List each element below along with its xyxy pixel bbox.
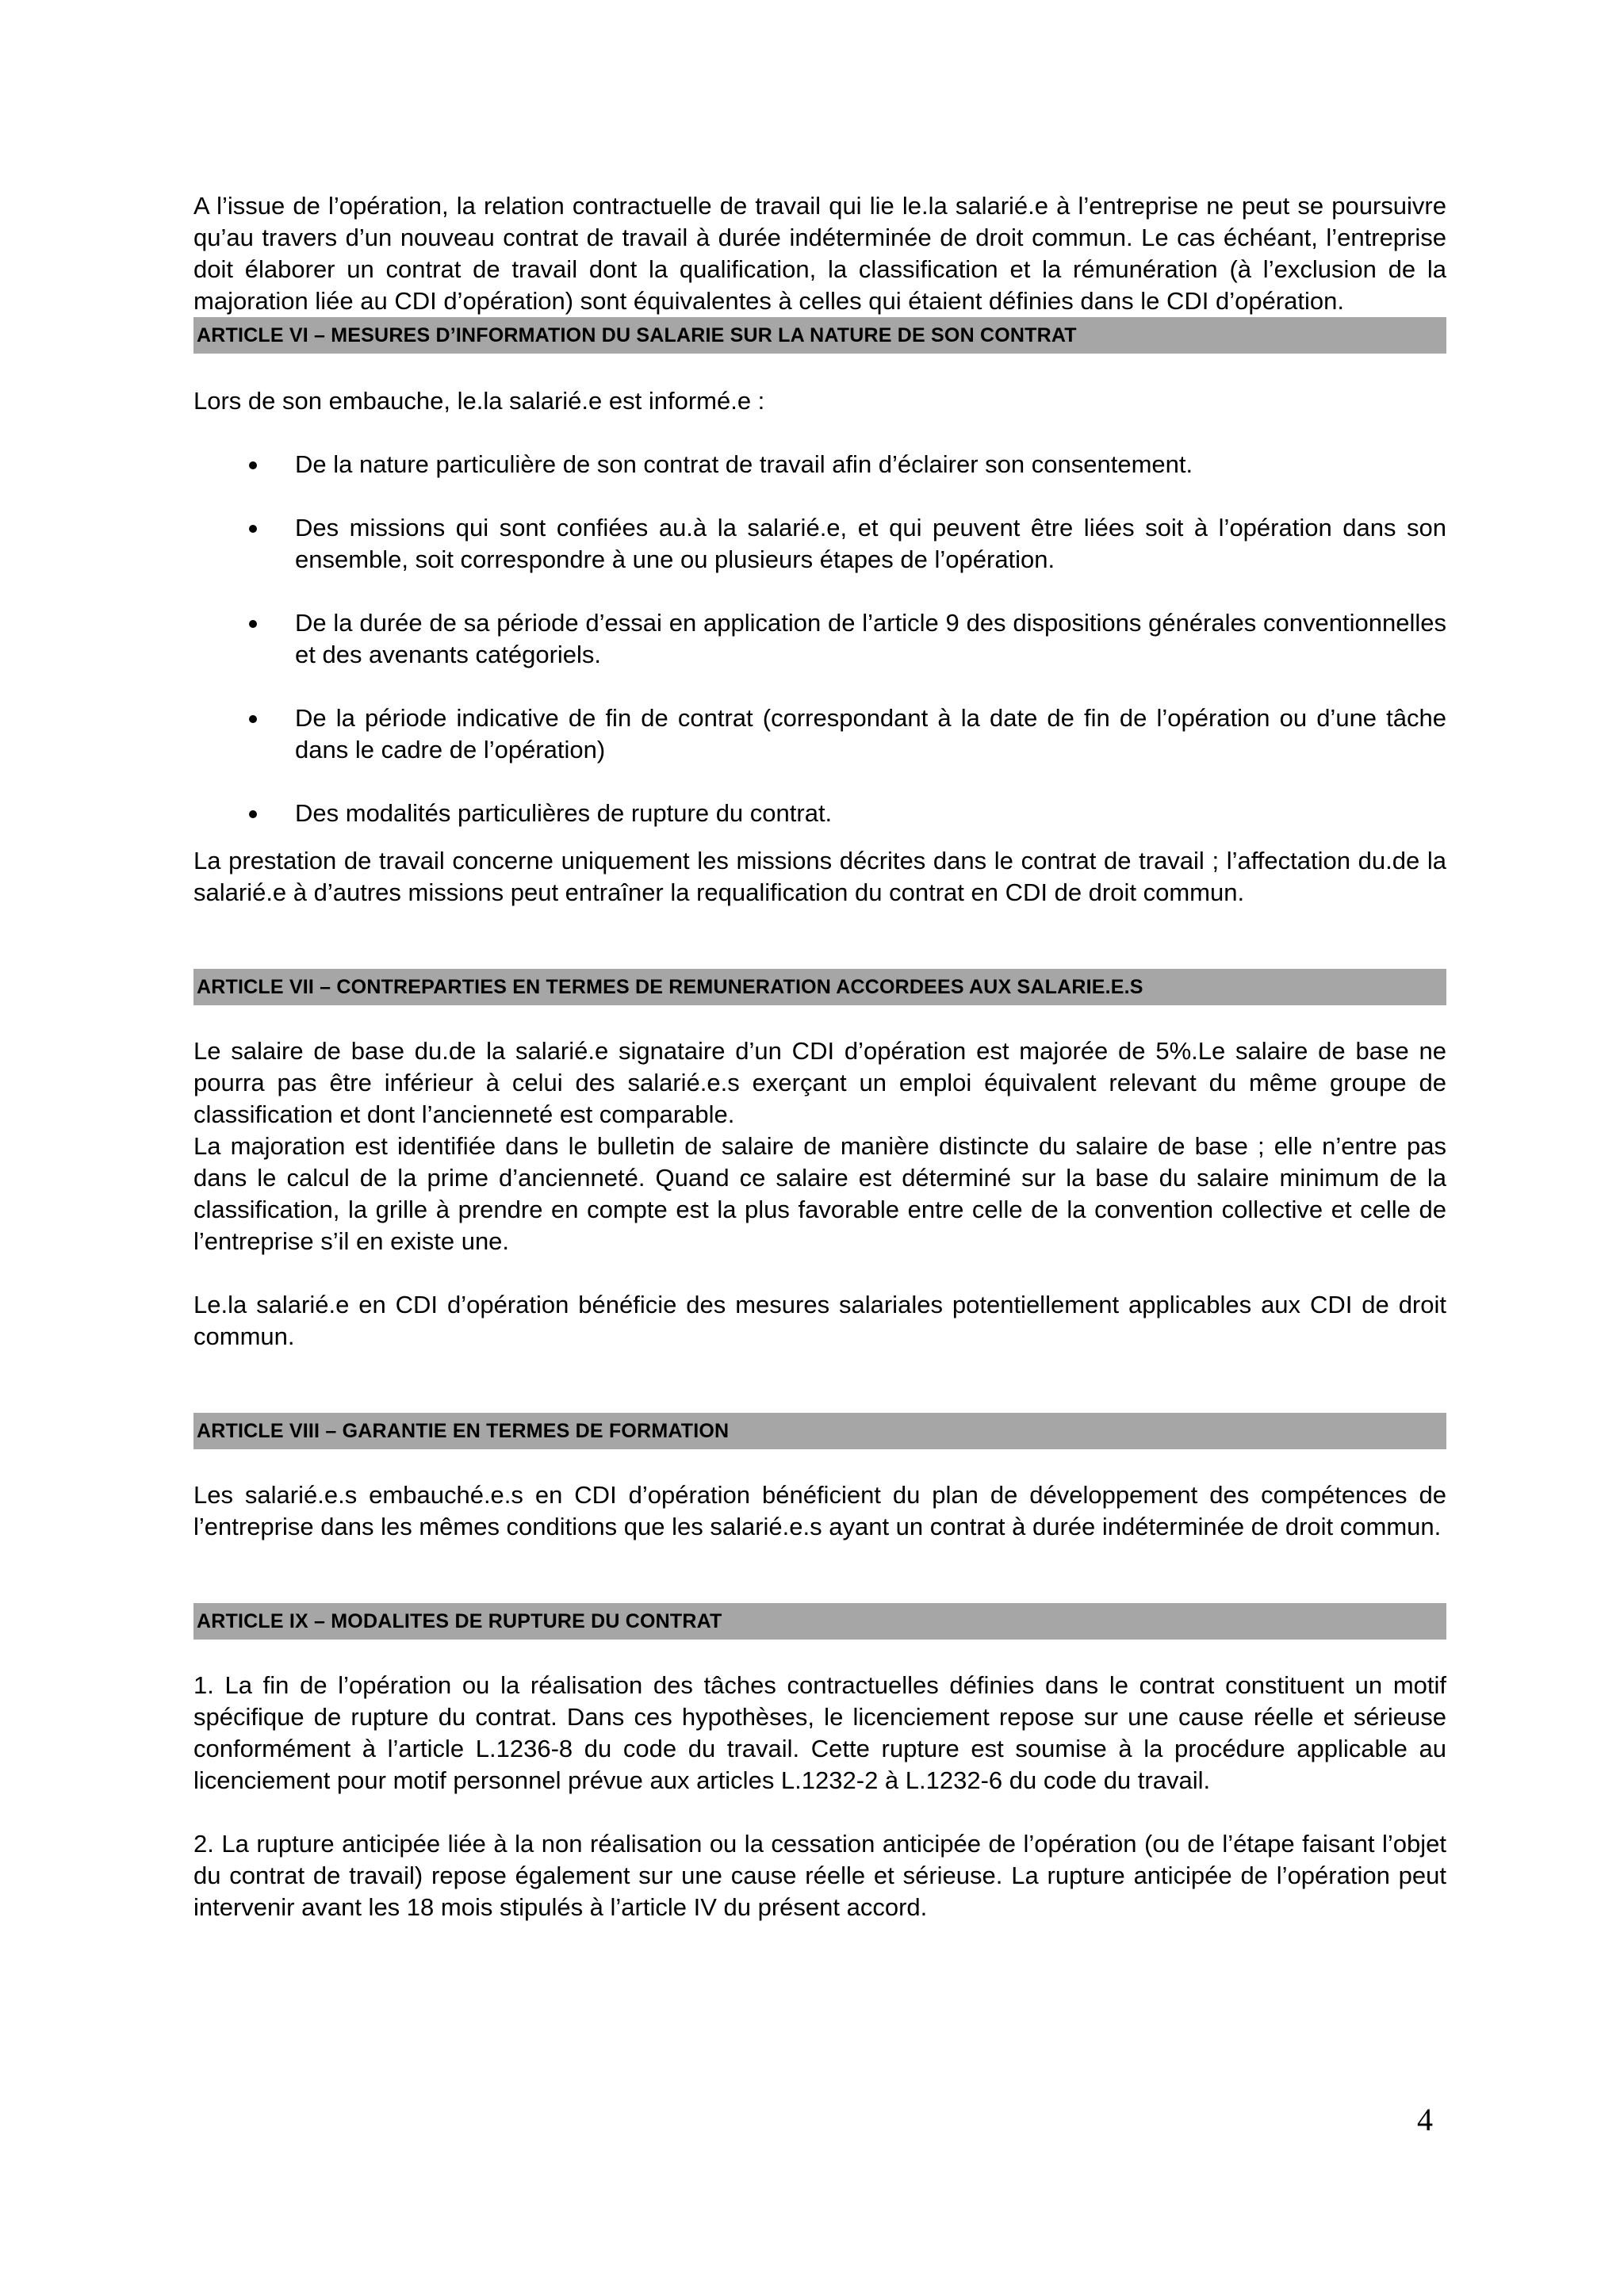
bullet-icon [249,810,257,818]
list-item: De la nature particulière de son contrat de travail afin d’éclairer son consentement. [193,449,1446,480]
list-item: Des modalités particulières de rupture du contrat. [193,798,1446,829]
article-6-bullet-list [193,449,1446,829]
article-7-header: ARTICLE VII – CONTREPARTIES EN TERMES DE REMUNERATION ACCORDEES AUX SALARIE.E.S [193,969,1446,1005]
article-6-closing: La prestation de travail concerne uniquement les missions décrites dans le contrat de travail ; l’affectation du.de la salarié.e à d’autres missions peut entraîner la requalification du contrat en CDI de droit commun. [193,847,1446,906]
list-item: Des missions qui sont confiées au.à la salarié.e, et qui peuvent être liées soit à l’opération dans son ensemble, soit correspondre à une ou plusieurs étapes de l’opération. [193,512,1446,576]
page-number: 4 [1417,2102,1433,2137]
article-7-paragraph-2: La majoration est identifiée dans le bulletin de salaire de manière distincte du salaire de base ; elle n’entre pas dans le calcul de la prime d’ancienneté. Quand ce salaire est déterminé sur la base du salaire minimum de la classification, la grille à prendre en compte est la plus favorable entre celle de la convention collective et celle de l’entreprise s’il en existe une. [193,1132,1446,1255]
bullet-icon [249,525,257,533]
article-8-header: ARTICLE VIII – GARANTIE EN TERMES DE FORMATION [193,1413,1446,1449]
bullet-icon [249,620,257,628]
article-6-header: ARTICLE VI – MESURES D’INFORMATION DU SALARIE SUR LA NATURE DE SON CONTRAT [193,317,1446,354]
article-8-paragraph-1: Les salarié.e.s embauché.e.s en CDI d’opération bénéficient du plan de développement des compétences de l’entreprise dans les mêmes conditions que les salarié.e.s ayant un contrat à durée indéterminée de droit commun. [193,1481,1446,1540]
bullet-icon [249,461,257,469]
bullet-icon [249,715,257,723]
list-item: De la durée de sa période d’essai en application de l’article 9 des dispositions générales conventionnelles et des avenants catégoriels. [193,607,1446,671]
article-9-paragraph-2: 2. La rupture anticipée liée à la non réalisation ou la cessation anticipée de l’opération (ou de l’étape faisant l’objet du contrat de travail) repose également sur une cause réelle et sérieuse. La rupture anticipée de l’opération peut intervenir avant les 18 mois stipulés à l’article IV du présent accord. [193,1830,1446,1921]
article-7-paragraph-3: Le.la salarié.e en CDI d’opération bénéficie des mesures salariales potentiellement applicables aux CDI de droit commun. [193,1291,1446,1350]
article-9-paragraph-1: 1. La fin de l’opération ou la réalisation des tâches contractuelles définies dans le contrat constituent un motif spécifique de rupture du contrat. Dans ces hypothèses, le licenciement repose sur une cause réelle et sérieuse conformément à l’article L.1236-8 du code du travail. Cette rupture est soumise à la procédure applicable au licenciement pour motif personnel prévue aux articles L.1232-2 à L.1232-6 du code du travail. [193,1671,1446,1794]
list-item: De la période indicative de fin de contrat (correspondant à la date de fin de l’opération ou d’une tâche dans le cadre de l’opération) [193,702,1446,766]
intro-paragraph: A l’issue de l’opération, la relation contractuelle de travail qui lie le.la salarié.e à l’entreprise ne peut se poursuivre qu’au travers d’un nouveau contrat de travail à durée indéterminée de droit commun. Le cas échéant, l’entreprise doit élaborer un contrat de travail dont la qualification, la classification et la rémunération (à l’exclusion de la majoration liée au CDI d’opération) sont équivalentes à celles qui étaient définies dans le CDI d’opération. [193,192,1446,315]
article-6-lead: Lors de son embauche, le.la salarié.e est informé.e : [193,387,765,415]
article-9-header: ARTICLE IX – MODALITES DE RUPTURE DU CONTRAT [193,1603,1446,1640]
document-body [193,190,1446,1923]
article-7-paragraph-1: Le salaire de base du.de la salarié.e signataire d’un CDI d’opération est majorée de 5%.Le salaire de base ne pourra pas être inférieur à celui des salarié.e.s exerçant un emploi équivalent relevant du même groupe de classification et dont l’ancienneté est comparable. [193,1037,1446,1128]
